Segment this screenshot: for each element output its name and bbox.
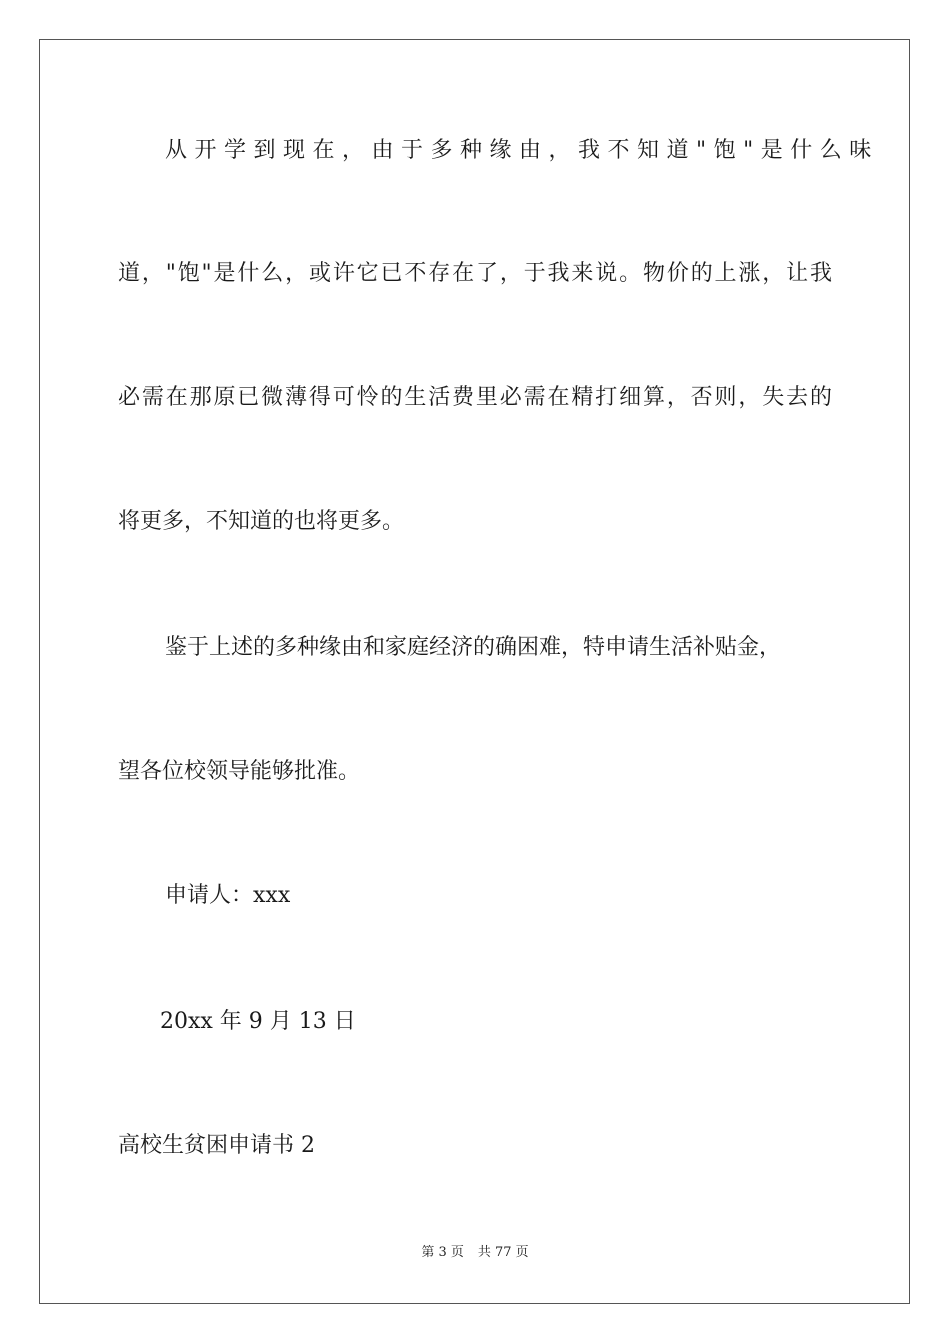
page-footer (0, 1244, 950, 1262)
page-number: 第 3 页 (421, 1245, 464, 1260)
paragraph-line-1: 从开学到现在，由于多种缘由，我不知道"饱"是什么味 (165, 138, 879, 163)
next-document-title: 高校生贫困申请书 2 (118, 1133, 315, 1158)
paragraph-line-4: 将更多，不知道的也将更多。 (118, 509, 405, 534)
paragraph-line-6: 望各位校领导能够批准。 (118, 759, 361, 784)
paragraph-line-5: 鉴于上述的多种缘由和家庭经济的确困难，特申请生活补贴金， (165, 635, 782, 660)
total-pages: 共 77 页 (477, 1245, 529, 1260)
paragraph-line-2: 道，"饱"是什么，或许它已不存在了，于我来说。物价的上涨，让我 (118, 261, 832, 286)
application-date: 20xx 年 9 月 13 日 (160, 1009, 356, 1034)
paragraph-line-3: 必需在那原已微薄得可怜的生活费里必需在精打细算，否则，失去的 (118, 385, 832, 410)
page-border (39, 39, 910, 1304)
applicant-signature: 申请人：xxx (165, 883, 291, 908)
